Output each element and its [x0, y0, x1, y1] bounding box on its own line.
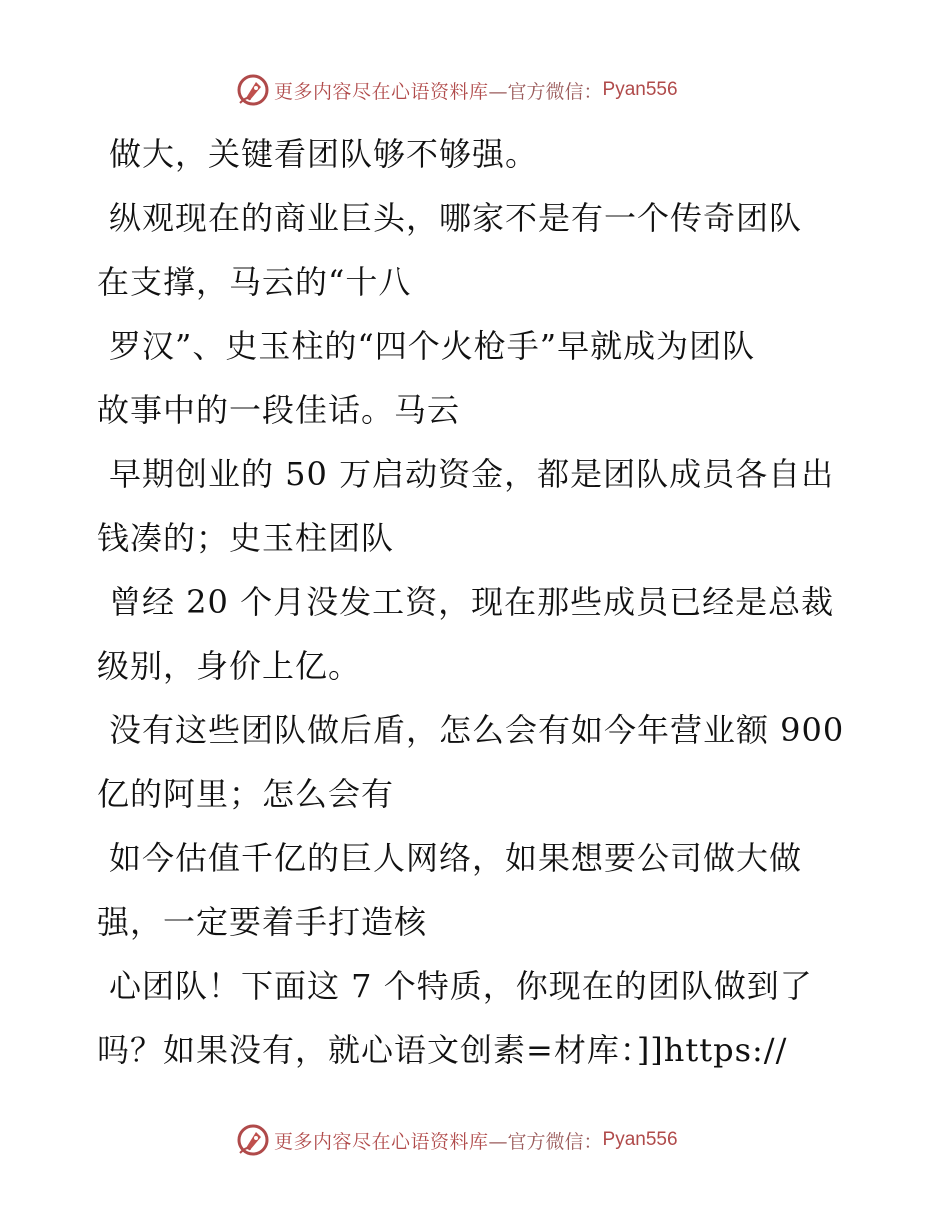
- text-line: 没有这些团队做后盾，怎么会有如今年营业额 900: [109, 711, 845, 749]
- text-line: 如今估值千亿的巨人网络，如果想要公司做大做: [109, 839, 803, 877]
- text-line: 故事中的一段佳话。马云: [97, 391, 461, 429]
- text-line: 强，一定要着手打造核: [97, 903, 428, 941]
- watermark-separator: —官方微信：: [488, 1130, 603, 1153]
- header-watermark: [236, 72, 678, 108]
- text-line: 曾经 20 个月没发工资，现在那些成员已经是总裁: [109, 583, 835, 621]
- watermark-wechat-id: Pyan556: [602, 1129, 678, 1150]
- text-line: 级别，身价上亿。: [97, 647, 362, 685]
- text-line: 吗？如果没有，就心语文创素=材库：]]https://: [97, 1031, 788, 1069]
- text-line: 纵观现在的商业巨头，哪家不是有一个传奇团队: [109, 199, 803, 237]
- text-line: 早期创业的 50 万启动资金，都是团队成员各自出: [109, 455, 835, 493]
- watermark-text: 更多内容尽在心语资料库: [274, 80, 489, 103]
- text-line: 心团队！下面这 7 个特质，你现在的团队做到了: [109, 967, 813, 1005]
- watermark-text: 更多内容尽在心语资料库: [274, 1130, 489, 1153]
- text-line: 做大，关键看团队够不够强。: [109, 135, 539, 173]
- pen-nib-circle-icon: [236, 1123, 270, 1157]
- watermark-separator: —官方微信：: [488, 80, 603, 103]
- pen-nib-circle-icon: [236, 73, 270, 107]
- text-line: 罗汉”、史玉柱的“四个火枪手”早就成为团队: [109, 327, 756, 365]
- text-line: 钱凑的；史玉柱团队: [97, 519, 395, 557]
- footer-watermark: [236, 1122, 678, 1158]
- text-line: 在支撑，马云的“十八: [97, 263, 412, 301]
- watermark-wechat-id: Pyan556: [602, 79, 678, 100]
- text-line: 亿的阿里；怎么会有: [97, 775, 395, 813]
- document-body: [97, 122, 887, 1082]
